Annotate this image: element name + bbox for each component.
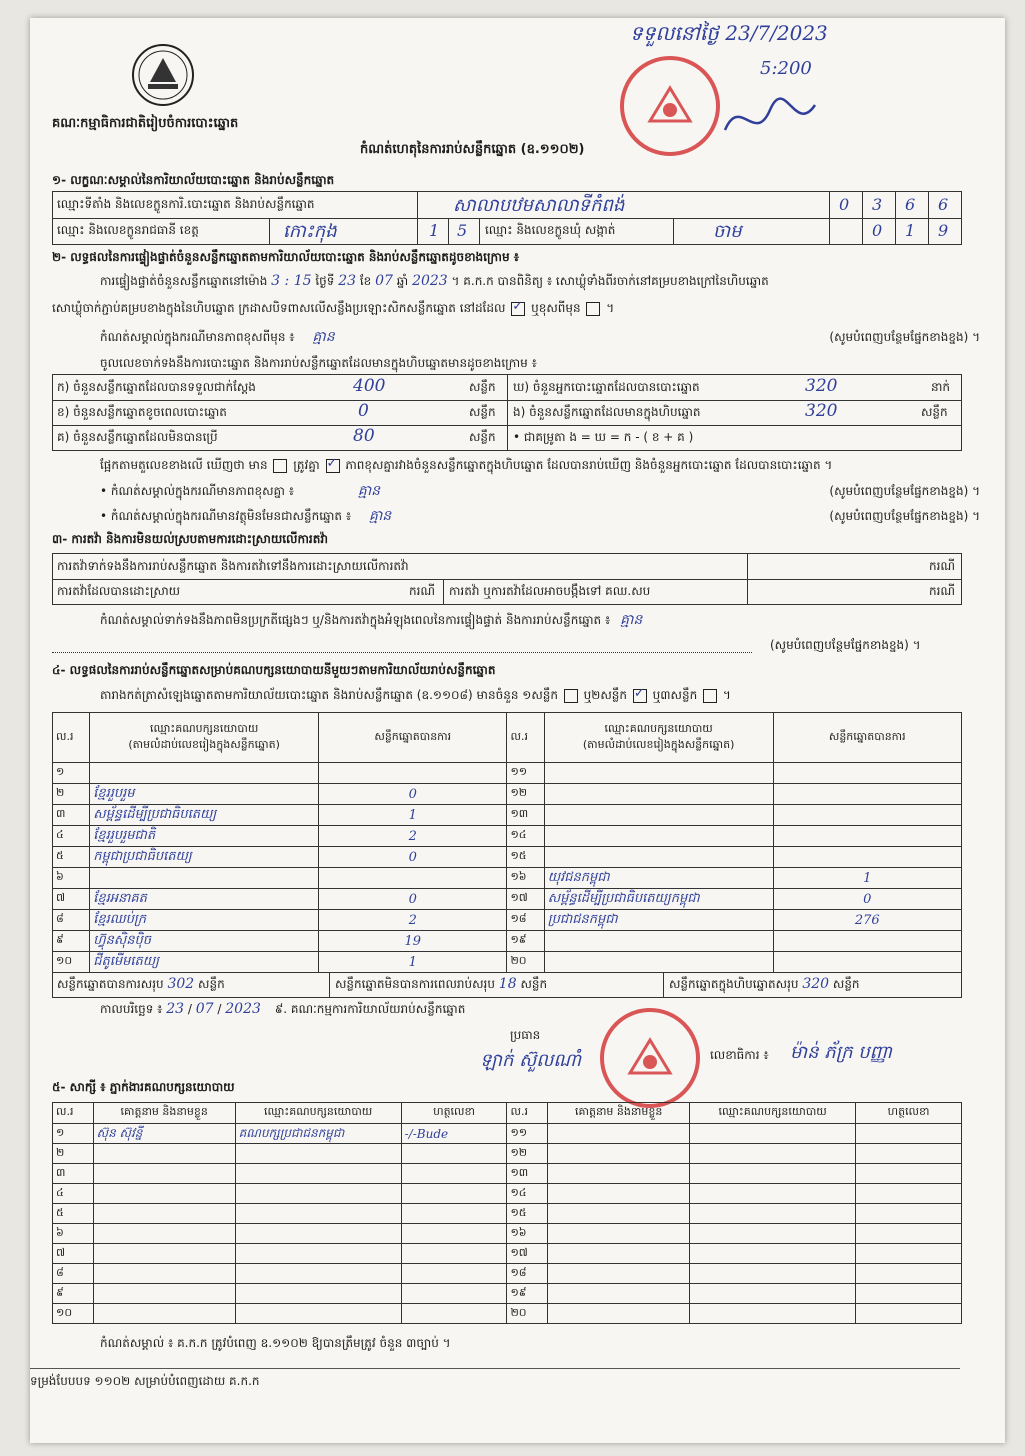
- province-code-2: 5: [457, 221, 468, 240]
- row-no: ១៥: [507, 1204, 548, 1224]
- table-row: [53, 805, 962, 826]
- row-no: ១១: [507, 763, 544, 784]
- party-name: ហ៊្វុនស៊ិនប៉ិច: [90, 931, 319, 952]
- formula: • ជាគម្រូតា ង = ឃ = ក - ( ខ + គ ): [513, 430, 694, 444]
- section1-table: [52, 191, 962, 245]
- table-row: [53, 847, 962, 868]
- province-label: ឈ្មោះ និងលេខក្លូនរាជធានី ខេត្ត: [57, 223, 199, 237]
- table-row: [53, 931, 962, 952]
- witness-party: [690, 1304, 856, 1324]
- witness-name: [93, 1204, 235, 1224]
- vote-count: [773, 847, 962, 868]
- row-no: ១៧: [507, 1244, 548, 1264]
- row-no: ២០: [507, 952, 544, 973]
- table-row: [53, 1224, 962, 1244]
- witness-party: [235, 1304, 401, 1324]
- party-name: សម្ព័ន្ធដើម្បីប្រជាធិបតេយ្យកម្ពុជា: [544, 889, 773, 910]
- change-note: កំណត់សម្គាល់ក្នុងករណីមានភាពខុសពីមុន ៖ គ្មាន (សូមបំពេញបន្ថែមផ្នែកខាងខ្នង) ។: [100, 329, 980, 345]
- row-no: ៣: [53, 1164, 94, 1184]
- row-no: ១២: [507, 784, 544, 805]
- table-row: [53, 763, 962, 784]
- row-no: ៥: [53, 1204, 94, 1224]
- match-checkbox[interactable]: [326, 459, 340, 473]
- complaint-appeal-unit: ករណី: [929, 584, 956, 598]
- witness-name: [548, 1304, 690, 1324]
- party-name: ខ្មែរឈប់ក្រ: [90, 910, 319, 931]
- witness-name: [93, 1304, 235, 1324]
- witness-name: [548, 1244, 690, 1264]
- row-no: ៩: [53, 1284, 94, 1304]
- row-no: ៨: [53, 1264, 94, 1284]
- witness-name: [93, 1224, 235, 1244]
- vote-count: 0: [773, 889, 962, 910]
- witness-party: [235, 1144, 401, 1164]
- count-e-value: 320: [805, 401, 838, 421]
- witness-party: គណបក្សប្រជាជនកម្ពុជា: [235, 1124, 401, 1144]
- complaint-table: [52, 553, 962, 605]
- table-row: [53, 1144, 962, 1164]
- col-party: ឈ្មោះគណបក្សនយោបាយ (តាមលំដាប់លេខរៀងក្នុងសន្លឹកឆ្នោត): [90, 713, 319, 763]
- row-no: ១៨: [507, 1264, 548, 1284]
- row-no: ១៧: [507, 889, 544, 910]
- count-a-value: 400: [353, 376, 386, 396]
- totals-row: សន្លឹកឆ្នោតបានការសរុប 302 សន្លឹក សន្លឹកឆ្នោតមិនបានការពេលរាប់សរុប 18 សន្លឹក សន្លឹកឆ្នោតក្នុងហិបឆ្នោតសរុប 320 សន្លឹក: [52, 972, 962, 998]
- witness-col-party-right: ឈ្មោះគណបក្សនយោបាយ: [690, 1103, 856, 1124]
- section3-heading: ៣- ការតវ៉ា និងការមិនយល់ស្របតាមការដោះស្រាយលើការតវ៉ា: [52, 532, 328, 546]
- official-stamp-icon: [620, 56, 720, 156]
- witness-signature: [401, 1144, 507, 1164]
- changed-checkbox[interactable]: [586, 302, 600, 316]
- witness-col-name: គោត្តនាម និងនាមខ្លួន: [93, 1103, 235, 1124]
- count-d-value: 320: [805, 376, 838, 396]
- vote-count: 276: [773, 910, 962, 931]
- party-name: [544, 763, 773, 784]
- witness-signature: [401, 1224, 507, 1244]
- vote-count: [773, 931, 962, 952]
- table-row: [53, 826, 962, 847]
- vote-count: 0: [319, 784, 507, 805]
- count-table: [52, 374, 962, 451]
- witness-party: [235, 1244, 401, 1264]
- witness-party: [235, 1184, 401, 1204]
- table-row: [53, 1164, 962, 1184]
- table-row: [53, 1184, 962, 1204]
- witness-party: [235, 1264, 401, 1284]
- irregularity-note: កំណត់សម្គាល់ទាក់ទងនឹងភាពមិនប្រក្រតីផ្សេងៗ ឬ/និងការតវ៉ាក្នុងអំឡុងពេលនៃការផ្ទៀងផ្ទាត់ និងការរាប់សន្លឹកឆ្នោត ៖ គ្មាន: [100, 612, 643, 628]
- witness-signature: [401, 1204, 507, 1224]
- col-votes: សន្លឹកឆ្នោតបានការ: [319, 713, 507, 763]
- party-name: [544, 826, 773, 847]
- total-invalid-value: 18: [498, 976, 517, 992]
- count-intro: ចូលលេខចាក់ទងនឹងការបោះឆ្នោត និងការរាប់សន្លឹកឆ្នោតដែលមានក្នុងហិបឆ្នោតមានដូចខាងក្រោម ៖: [100, 356, 537, 370]
- row-no: ១៦: [507, 868, 544, 889]
- row-no: ៦: [53, 868, 90, 889]
- table-row: [53, 784, 962, 805]
- one-sheet-checkbox[interactable]: [564, 689, 578, 703]
- chair-name: ឡាក់ ស៊ួលណាំ: [480, 1050, 582, 1071]
- party-name: [544, 784, 773, 805]
- table-row: [53, 889, 962, 910]
- count-b-label: ខ) ចំនួនសន្លឹកឆ្នោតខូចពេលបោះឆ្នោត: [57, 405, 227, 419]
- section2-heading: ២- លទ្ធផលនៃការផ្ទៀងផ្ទាត់ចំនួនសន្លឹកឆ្នោតតាមការិយាល័យបោះឆ្នោត និងរាប់សន្លឹកឆ្នោតដូចខាងក្រោម ៖: [52, 250, 520, 264]
- witness-signature: [856, 1264, 962, 1284]
- count-d-label: ឃ) ចំនួនអ្នកបោះឆ្នោតដែលបានបោះឆ្នោត: [513, 380, 700, 394]
- count-e-label: ង) ចំនួនសន្លឹកឆ្នោតដែលមានក្នុងហិបឆ្នោត: [513, 405, 701, 419]
- table-row: [53, 1204, 962, 1224]
- row-no: ៤: [53, 826, 90, 847]
- row-no: ១៨: [507, 910, 544, 931]
- count-a-label: ក) ចំនួនសន្លឹកឆ្នោតដែលបានទទួលជាក់ស្តែង: [57, 380, 256, 394]
- page-title: កំណត់ហេតុនៃការរាប់សន្លឹកឆ្នោត (ឧ.១១០២): [360, 142, 585, 157]
- table-row: [53, 1264, 962, 1284]
- witness-party: [690, 1284, 856, 1304]
- results-table: [52, 712, 962, 973]
- count-d-unit: នាក់: [931, 380, 951, 394]
- has-checkbox[interactable]: [273, 459, 287, 473]
- table-row: [53, 868, 962, 889]
- vote-count: [319, 868, 507, 889]
- witness-name: [548, 1144, 690, 1164]
- witness-signature: [856, 1184, 962, 1204]
- witness-signature: [856, 1244, 962, 1264]
- table-row: [53, 1284, 962, 1304]
- compare-line: ផ្អែកតាមតួលេខខាងលើ ឃើញថា មាន ត្រូវគ្នា ✓ ភាពខុសគ្នារវាងចំនួនសន្លឹកឆ្នោតក្នុងហិបឆ្នោត ដែលបានរាប់ឃើញ និងចំនួនអ្នកបោះឆ្នោត ដែលបានបោះឆ្នោត ។: [100, 458, 832, 473]
- party-name: ជីតូមើមតេយ្យ: [90, 952, 319, 973]
- witness-name: [93, 1264, 235, 1284]
- witness-name: [93, 1284, 235, 1304]
- witness-name: [548, 1124, 690, 1144]
- secretary-name: ម៉ាន់ ភ័ក្រ បញ្ញា: [790, 1042, 893, 1063]
- witness-signature: [401, 1184, 507, 1204]
- vote-count: [319, 763, 507, 784]
- section1-heading: ១- លក្ខណៈសម្គាល់នៃការិយាល័យបោះឆ្នោត និងរាប់សន្លឹកឆ្នោត: [52, 173, 335, 187]
- secretary-label: លេខាធិការ ៖: [710, 1048, 769, 1062]
- witness-name: [93, 1144, 235, 1164]
- witness-name: ស៊ុន ស៊ុវន្នី: [93, 1124, 235, 1144]
- row-no: ១៩: [507, 931, 544, 952]
- vote-count: [773, 826, 962, 847]
- row-no: ៥: [53, 847, 90, 868]
- witness-signature: -/-Bude: [401, 1124, 507, 1144]
- witness-party: [690, 1184, 856, 1204]
- irregularity-fill: (សូមបំពេញបន្ថែមផ្នែកខាងខ្នង) ។: [770, 638, 921, 652]
- witness-signature: [401, 1244, 507, 1264]
- location-value: សាលាបឋមសាលាទីកំពង់: [453, 195, 625, 216]
- witness-party: [690, 1124, 856, 1144]
- vote-count: 1: [773, 868, 962, 889]
- witness-name: [548, 1224, 690, 1244]
- row-no: ៩: [53, 931, 90, 952]
- witness-party: [690, 1244, 856, 1264]
- complaint-appeal: ការតវ៉ា ឬការតវ៉ាដែលអាចបង្កឹងទៅ គឈ.សប: [449, 584, 651, 598]
- witness-party: [690, 1264, 856, 1284]
- party-name: ខ្មែររួបរួម: [90, 784, 319, 805]
- two-sheet-checkbox[interactable]: [633, 689, 647, 703]
- seal-line: សោឃ្លុំចាក់ភ្ជាប់គម្របខាងក្នុងនៃហិបឆ្នោត ក្រដាសបិទពាសលើសន្លឹងប្រឡោះសិកសន្លឹកឆ្នោត នៅដដែល ✓ ឬខុសពីមុន ។: [52, 301, 614, 316]
- complaint-row1-unit: ករណី: [929, 559, 956, 573]
- document-sheet: [30, 18, 1005, 1443]
- row-no: ១០: [53, 1304, 94, 1324]
- row-no: ១៣: [507, 1164, 548, 1184]
- row-no: ២: [53, 784, 90, 805]
- witness-party: [690, 1164, 856, 1184]
- count-e-unit: សន្លឹក: [921, 405, 948, 419]
- witness-signature: [401, 1264, 507, 1284]
- count-c-value: 80: [353, 426, 375, 446]
- emblem-icon: [130, 42, 196, 108]
- table-row: [53, 952, 962, 973]
- witness-name: [93, 1184, 235, 1204]
- witness-col-party: ឈ្មោះគណបក្សនយោបាយ: [235, 1103, 401, 1124]
- party-name: [544, 931, 773, 952]
- row-no: ១: [53, 1124, 94, 1144]
- total-invalid-label: សន្លឹកឆ្នោតមិនបានការពេលរាប់សរុប: [335, 977, 495, 991]
- witness-signature: [401, 1164, 507, 1184]
- total-valid-value: 302: [167, 976, 195, 992]
- complaint-resolved: ការតវ៉ាដែលបានដោះស្រាយ: [57, 584, 181, 598]
- row-no: ២: [53, 1144, 94, 1164]
- witness-party: [235, 1204, 401, 1224]
- vote-count: [773, 784, 962, 805]
- party-name: [90, 868, 319, 889]
- row-no: ៨: [53, 910, 90, 931]
- tally-sheets-line: តារាងកត់ត្រាសំឡេងឆ្នោតតាមការិយាល័យបោះឆ្នោត និងរាប់សន្លឹកឆ្នោត (ឧ.១១០៨) មានចំនួន ១សន្លឹក ឬ២សន្លឹក ✓ ឬ៣សន្លឹក ។: [100, 688, 731, 703]
- committee-stamp-icon: [600, 1008, 700, 1108]
- count-b-unit: សន្លឹក: [469, 405, 496, 419]
- vote-count: 0: [319, 847, 507, 868]
- form-note: ទម្រង់បែបបទ ១១០២ សម្រាប់បំពេញដោយ គ.ក.ក: [30, 1374, 260, 1388]
- org-name: គណៈកម្មាធិការជាតិរៀបចំការបោះឆ្នោត: [52, 116, 239, 131]
- commune-code-1: 0: [872, 221, 883, 240]
- party-name: [90, 763, 319, 784]
- three-sheet-checkbox[interactable]: [703, 689, 717, 703]
- total-box-label: សន្លឹកឆ្នោតក្នុងហិបឆ្នោតសរុប: [669, 977, 799, 991]
- party-name: សម្ព័ន្ធដើម្បីប្រជាធិបតេយ្យ: [90, 805, 319, 826]
- col-party-right: ឈ្មោះគណបក្សនយោបាយ (តាមលំដាប់លេខរៀងក្នុងសន្លឹកឆ្នោត): [544, 713, 773, 763]
- party-name: [544, 952, 773, 973]
- witness-party: [690, 1144, 856, 1164]
- vote-count: 1: [319, 805, 507, 826]
- row-no: ៤: [53, 1184, 94, 1204]
- diff-note: • កំណត់សម្គាល់ក្នុងករណីមានភាពខុសគ្នា ៖ គ្មាន (សូមបំពេញបន្ថែមផ្នែកខាងខ្នង) ។: [100, 483, 980, 499]
- received-note: ទទួលនៅថ្ងៃ 23/7/2023: [630, 21, 828, 45]
- vote-count: [773, 805, 962, 826]
- witness-name: [93, 1164, 235, 1184]
- section4-heading: ៤- លទ្ធផលនៃការរាប់សន្លឹកឆ្នោតសម្រាប់គណបក្សនយោបាយនីមួយៗតាមការិយាល័យរាប់សន្លឹកឆ្នោត: [52, 663, 496, 677]
- count-b-value: 0: [358, 401, 369, 421]
- complaint-resolved-unit: ករណី: [409, 584, 436, 598]
- witness-signature: [856, 1304, 962, 1324]
- witness-name: [548, 1184, 690, 1204]
- party-name: ខ្មែរអនាគត: [90, 889, 319, 910]
- row-no: ៣: [53, 805, 90, 826]
- party-name: [544, 847, 773, 868]
- witness-name: [548, 1204, 690, 1224]
- received-time: 5:200: [760, 58, 812, 79]
- witness-signature: [856, 1124, 962, 1144]
- count-c-unit: សន្លឹក: [469, 430, 496, 444]
- row-no: ១៣: [507, 805, 544, 826]
- row-no: ១៦: [507, 1224, 548, 1244]
- witness-signature: [856, 1284, 962, 1304]
- location-label: ឈ្មោះទីតាំង និងលេខក្លូនការិ.បោះឆ្នោត និងរាប់សន្លឹកឆ្នោត: [57, 197, 315, 211]
- province-code-1: 1: [429, 221, 440, 240]
- vote-count: 19: [319, 931, 507, 952]
- suspect-note: • កំណត់សម្គាល់ក្នុងករណីមានវត្ថុមិនមែនជាសន្លឹកឆ្នោត ៖ គ្មាន (សូមបំពេញបន្ថែមផ្នែកខាងខ្នង) ។: [100, 508, 980, 524]
- row-no: ១២: [507, 1144, 548, 1164]
- witness-name: [548, 1284, 690, 1304]
- vote-count: 2: [319, 826, 507, 847]
- witness-col-no-right: ល.រ: [507, 1103, 548, 1124]
- party-name: [544, 805, 773, 826]
- col-votes-right: សន្លឹកឆ្នោតបានការ: [773, 713, 962, 763]
- signature-top: [720, 90, 820, 154]
- count-a-unit: សន្លឹក: [469, 380, 496, 394]
- verification-line: ការផ្ទៀងផ្ទាត់ចំនួនសន្លឹកឆ្នោតនៅម៉ោង 3 : 15 ថ្ងៃទី 23 ខែ 07 ឆ្នាំ 2023 ។ គ.ក.ក បានពិនិត្យ ៖ សោឃ្លុំទាំងពីរចាក់នៅគម្របខាងក្រៅនៃហិបឆ្នោត: [100, 273, 769, 289]
- witness-col-name-right: គោត្តនាម និងនាមខ្លួន: [548, 1103, 690, 1124]
- col-no-right: ល.រ: [507, 713, 544, 763]
- row-no: ១: [53, 763, 90, 784]
- commune-code-2: 1: [905, 221, 916, 240]
- witness-party: [235, 1284, 401, 1304]
- total-valid-label: សន្លឹកឆ្នោតបានការសរុប: [57, 977, 164, 991]
- commune-value: ចាម: [713, 221, 742, 242]
- witness-col-sign-right: ហត្ថលេខា: [856, 1103, 962, 1124]
- row-no: ១៥: [507, 847, 544, 868]
- vote-count: 2: [319, 910, 507, 931]
- row-no: ២០: [507, 1304, 548, 1324]
- witness-name: [548, 1164, 690, 1184]
- section5-heading: ៥- សាក្សី ៖ ភ្នាក់ងារគណបក្សនយោបាយ: [52, 1080, 235, 1094]
- row-no: ១០: [53, 952, 90, 973]
- row-no: ៧: [53, 889, 90, 910]
- commune-code-3: 9: [938, 221, 949, 240]
- footnote: កំណត់សម្គាល់ ៖ គ.ក.ក ត្រូវបំពេញ ឧ.១១០២ ឱ្យបានត្រឹមត្រូវ ចំនួន ៣ច្បាប់ ។: [100, 1336, 451, 1350]
- vote-count: 0: [319, 889, 507, 910]
- witness-party: [690, 1204, 856, 1224]
- witness-party: [690, 1224, 856, 1244]
- vote-count: 1: [319, 952, 507, 973]
- chair-label: ប្រធាន: [510, 1028, 541, 1042]
- witness-signature: [856, 1144, 962, 1164]
- witness-signature: [856, 1204, 962, 1224]
- witness-table: [52, 1102, 962, 1324]
- table-row: [53, 910, 962, 931]
- witness-name: [548, 1264, 690, 1284]
- witness-name: [93, 1244, 235, 1264]
- row-no: ១១: [507, 1124, 548, 1144]
- row-no: ១៤: [507, 1184, 548, 1204]
- witness-signature: [401, 1284, 507, 1304]
- table-row: [53, 1304, 962, 1324]
- total-box-value: 320: [802, 976, 830, 992]
- complaint-row1: ការតវ៉ាទាក់ទងនឹងការរាប់សន្លឹកឆ្នោត និងការតវ៉ាទៅនឹងការដោះស្រាយលើការតវ៉ា: [57, 559, 409, 573]
- vote-count: [773, 763, 962, 784]
- vote-count: [773, 952, 962, 973]
- col-no: ល.រ: [53, 713, 90, 763]
- party-name: ខ្មែររួបរួមជាតិ: [90, 826, 319, 847]
- witness-signature: [856, 1164, 962, 1184]
- witness-party: [235, 1224, 401, 1244]
- witness-col-no: ល.រ: [53, 1103, 94, 1124]
- commune-label: ឈ្មោះ និងលេខក្លូនឃុំ សង្កាត់: [485, 223, 616, 237]
- witness-col-sign: ហត្ថលេខា: [401, 1103, 507, 1124]
- unchanged-checkbox[interactable]: [511, 302, 525, 316]
- province-value: កោះកុង: [283, 221, 337, 242]
- row-no: ៦: [53, 1224, 94, 1244]
- table-row: [53, 1244, 962, 1264]
- table-row: [53, 1124, 962, 1144]
- witness-party: [235, 1164, 401, 1184]
- count-c-label: គ) ចំនួនសន្លឹកឆ្នោតដែលមិនបានប្រើ: [57, 430, 218, 444]
- party-name: កម្ពុជាប្រជាធិបតេយ្យ: [90, 847, 319, 868]
- row-no: ១៩: [507, 1284, 548, 1304]
- location-code: 0 3 6 6: [829, 192, 961, 218]
- row-no: ១៤: [507, 826, 544, 847]
- date-line: កាលបរិច្ឆេទ ៖ 23 / 07 / 2023 ៩. គណៈកម្មការការិយាល័យរាប់សន្លឹកឆ្នោត: [100, 1001, 466, 1017]
- witness-signature: [401, 1304, 507, 1324]
- witness-signature: [856, 1224, 962, 1244]
- party-name: យុវជនកម្ពុជា: [544, 868, 773, 889]
- row-no: ៧: [53, 1244, 94, 1264]
- party-name: ប្រជាជនកម្ពុជា: [544, 910, 773, 931]
